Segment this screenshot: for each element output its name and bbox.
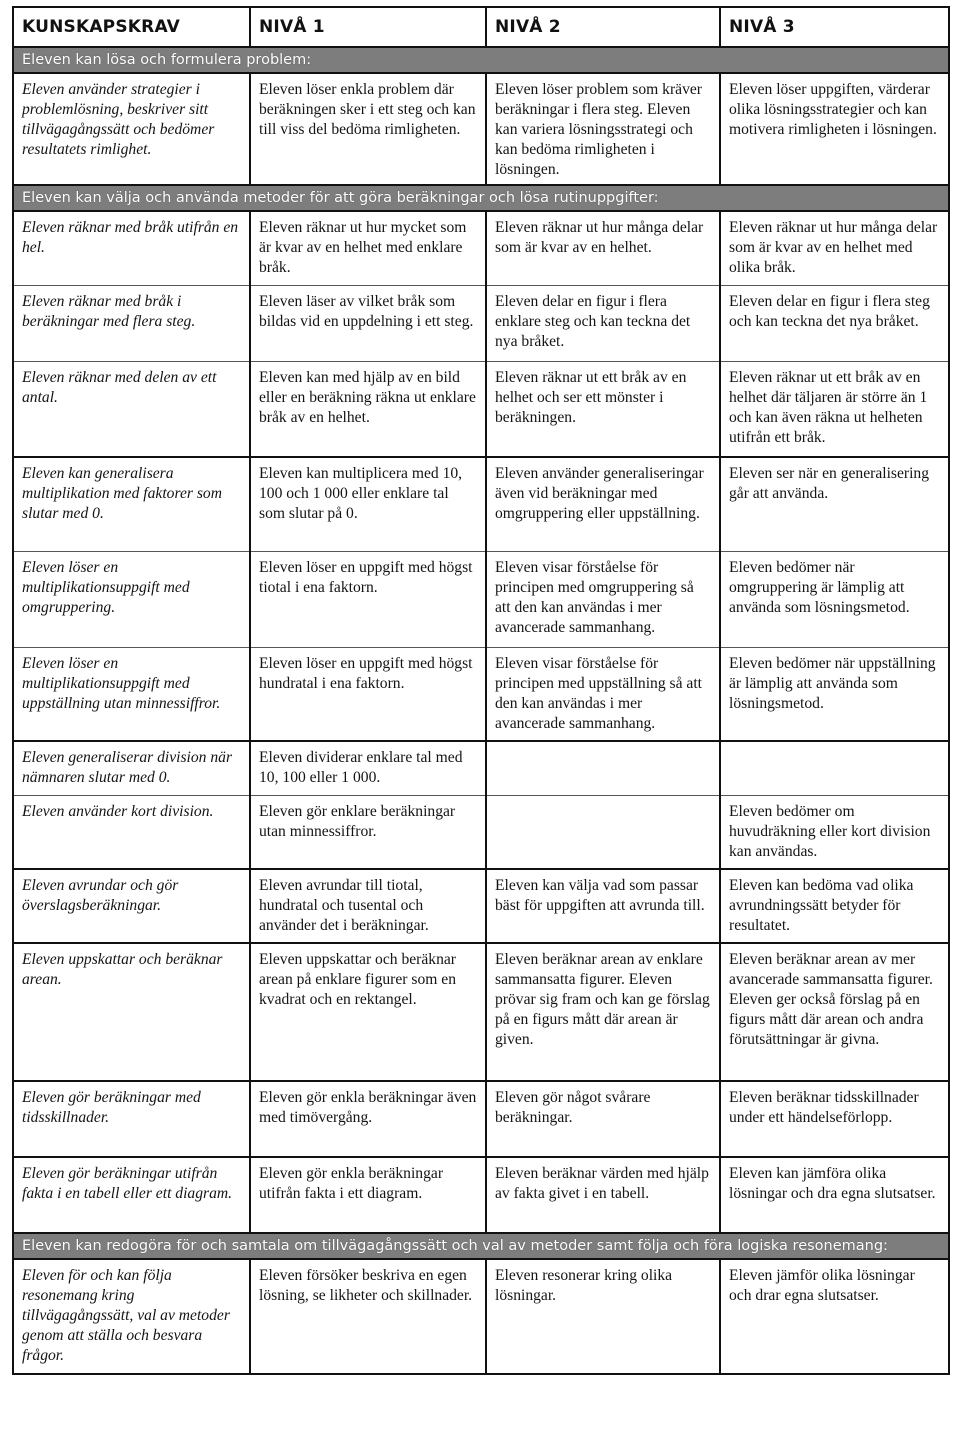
- section-title: Eleven kan välja och använda metoder för att göra beräkningar och lösa rutinuppgifter:: [14, 185, 948, 211]
- niva1-cell: Eleven kan multiplicera med 10, 100 och 1 000 eller enklare tal som slutar på 0.: [250, 457, 486, 551]
- table-row: [14, 1081, 948, 1157]
- table-row: [14, 869, 948, 943]
- krav-cell: Eleven kan generalisera multiplikation med faktorer som slutar med 0.: [14, 457, 250, 551]
- table-row: [14, 457, 948, 551]
- niva3-cell: Eleven kan bedöma vad olika avrundningssätt betyder för resultatet.: [720, 869, 948, 943]
- table-row: [14, 361, 948, 457]
- niva3-cell: Eleven beräknar tidsskillnader under ett händelseförlopp.: [720, 1081, 948, 1157]
- krav-cell: Eleven gör beräkningar utifrån fakta i en tabell eller ett diagram.: [14, 1157, 250, 1233]
- niva2-cell: Eleven kan välja vad som passar bäst för uppgiften att avrunda till.: [486, 869, 720, 943]
- krav-cell: Eleven löser en multiplikationsuppgift med omgruppering.: [14, 551, 250, 647]
- krav-cell: Eleven avrundar och gör överslagsberäkningar.: [14, 869, 250, 943]
- table-row: [14, 73, 948, 185]
- table-row: [14, 795, 948, 869]
- krav-cell: Eleven löser en multiplikationsuppgift med uppställning utan minnessiffror.: [14, 647, 250, 741]
- niva1-cell: Eleven löser en uppgift med högst tiotal i ena faktorn.: [250, 551, 486, 647]
- section-header-metoder: [14, 185, 948, 211]
- header-niva-1: NIVÅ 1: [250, 8, 486, 47]
- niva1-cell: Eleven uppskattar och beräknar arean på enklare figurer som en kvadrat och en rektangel.: [250, 943, 486, 1081]
- table-row: [14, 741, 948, 795]
- table-row: [14, 285, 948, 361]
- table-row: [14, 943, 948, 1081]
- niva1-cell: Eleven löser enkla problem där beräkningen sker i ett steg och kan till viss del bedöma rimligheten.: [250, 73, 486, 185]
- niva3-cell: Eleven delar en figur i flera steg och kan teckna det nya bråket.: [720, 285, 948, 361]
- krav-cell: Eleven generaliserar division när nämnaren slutar med 0.: [14, 741, 250, 795]
- niva1-cell: Eleven kan med hjälp av en bild eller en beräkning räkna ut enklare bråk av en helhet.: [250, 361, 486, 457]
- krav-cell: Eleven uppskattar och beräknar arean.: [14, 943, 250, 1081]
- section-title: Eleven kan redogöra för och samtala om tillvägagångssätt och val av metoder samt följa och föra logiska resonemang:: [14, 1233, 948, 1259]
- niva2-cell: Eleven beräknar värden med hjälp av fakta givet i en tabell.: [486, 1157, 720, 1233]
- niva3-cell: Eleven bedömer när omgruppering är lämplig att använda som lösningsmetod.: [720, 551, 948, 647]
- krav-cell: Eleven använder strategier i problemlösning, beskriver sitt tillvägagångssätt och bedömer resultatets rimlighet.: [14, 73, 250, 185]
- niva3-cell: Eleven räknar ut ett bråk av en helhet där täljaren är större än 1 och kan även räkna ut helheten utifrån ett bråk.: [720, 361, 948, 457]
- niva3-cell: Eleven bedömer när uppställning är lämplig att använda som lösningsmetod.: [720, 647, 948, 741]
- table-row: [14, 551, 948, 647]
- niva2-cell: [486, 795, 720, 869]
- niva3-cell: [720, 741, 948, 795]
- section-header-problemlosning: [14, 47, 948, 73]
- section-title: Eleven kan lösa och formulera problem:: [14, 47, 948, 73]
- niva3-cell: Eleven räknar ut hur många delar som är kvar av en helhet med olika bråk.: [720, 211, 948, 285]
- niva2-cell: Eleven delar en figur i flera enklare steg och kan teckna det nya bråket.: [486, 285, 720, 361]
- niva1-cell: Eleven försöker beskriva en egen lösning, se likheter och skillnader.: [250, 1259, 486, 1373]
- niva1-cell: Eleven gör enklare beräkningar utan minnessiffror.: [250, 795, 486, 869]
- header-niva-2: NIVÅ 2: [486, 8, 720, 47]
- niva2-cell: Eleven löser problem som kräver beräkningar i flera steg. Eleven kan variera lösningsstrategi och kan bedöma rimligheten i lösningen.: [486, 73, 720, 185]
- niva2-cell: Eleven använder generaliseringar även vid beräkningar med omgruppering eller uppställning.: [486, 457, 720, 551]
- niva2-cell: Eleven räknar ut ett bråk av en helhet och ser ett mönster i beräkningen.: [486, 361, 720, 457]
- header-kunskapskrav: KUNSKAPSKRAV: [14, 8, 250, 47]
- table-row: [14, 647, 948, 741]
- section-header-resonemang: [14, 1233, 948, 1259]
- niva3-cell: Eleven ser när en generalisering går att använda.: [720, 457, 948, 551]
- krav-cell: Eleven räknar med bråk utifrån en hel.: [14, 211, 250, 285]
- krav-cell: Eleven gör beräkningar med tidsskillnader.: [14, 1081, 250, 1157]
- table-row: [14, 211, 948, 285]
- niva1-cell: Eleven räknar ut hur mycket som är kvar av en helhet med enklare bråk.: [250, 211, 486, 285]
- krav-cell: Eleven räknar med delen av ett antal.: [14, 361, 250, 457]
- niva3-cell: Eleven löser uppgiften, värderar olika lösningsstrategier och kan motivera rimligheten i lösningen.: [720, 73, 948, 185]
- niva1-cell: Eleven löser en uppgift med högst hundratal i ena faktorn.: [250, 647, 486, 741]
- niva3-cell: Eleven beräknar arean av mer avancerade sammansatta figurer. Eleven ger också förslag på en figurs mått där arean och andra förutsättningar är givna.: [720, 943, 948, 1081]
- niva2-cell: Eleven beräknar arean av enklare sammansatta figurer. Eleven prövar sig fram och kan ge förslag på en figurs mått där arean är given.: [486, 943, 720, 1081]
- niva1-cell: Eleven gör enkla beräkningar även med timövergång.: [250, 1081, 486, 1157]
- niva2-cell: Eleven räknar ut hur många delar som är kvar av en helhet.: [486, 211, 720, 285]
- header-row: [14, 8, 948, 47]
- niva1-cell: Eleven gör enkla beräkningar utifrån fakta i ett diagram.: [250, 1157, 486, 1233]
- table-row: [14, 1157, 948, 1233]
- niva3-cell: Eleven kan jämföra olika lösningar och dra egna slutsatser.: [720, 1157, 948, 1233]
- niva3-cell: Eleven jämför olika lösningar och drar egna slutsatser.: [720, 1259, 948, 1373]
- kunskapskrav-table: [14, 8, 948, 1373]
- niva2-cell: Eleven gör något svårare beräkningar.: [486, 1081, 720, 1157]
- table-row: [14, 1259, 948, 1373]
- krav-cell: Eleven använder kort division.: [14, 795, 250, 869]
- header-niva-3: NIVÅ 3: [729, 17, 795, 37]
- niva3-cell: Eleven bedömer om huvudräkning eller kort division kan användas.: [720, 795, 948, 869]
- assessment-matrix: [12, 6, 950, 1375]
- niva1-cell: Eleven avrundar till tiotal, hundratal och tusental och använder det i beräkningar.: [250, 869, 486, 943]
- niva2-cell: [486, 741, 720, 795]
- niva1-cell: Eleven läser av vilket bråk som bildas vid en uppdelning i ett steg.: [250, 285, 486, 361]
- krav-cell: Eleven räknar med bråk i beräkningar med flera steg.: [14, 285, 250, 361]
- niva1-cell: Eleven dividerar enklare tal med 10, 100 eller 1 000.: [250, 741, 486, 795]
- niva2-cell: Eleven visar förståelse för principen med uppställning så att den kan användas i mer avancerade sammanhang.: [486, 647, 720, 741]
- niva2-cell: Eleven resonerar kring olika lösningar.: [486, 1259, 720, 1373]
- krav-cell: Eleven för och kan följa resonemang kring tillvägagångssätt, val av metoder genom att ställa och besvara frågor.: [14, 1259, 250, 1373]
- niva2-cell: Eleven visar förståelse för principen med omgruppering så att den kan användas i mer avancerade sammanhang.: [486, 551, 720, 647]
